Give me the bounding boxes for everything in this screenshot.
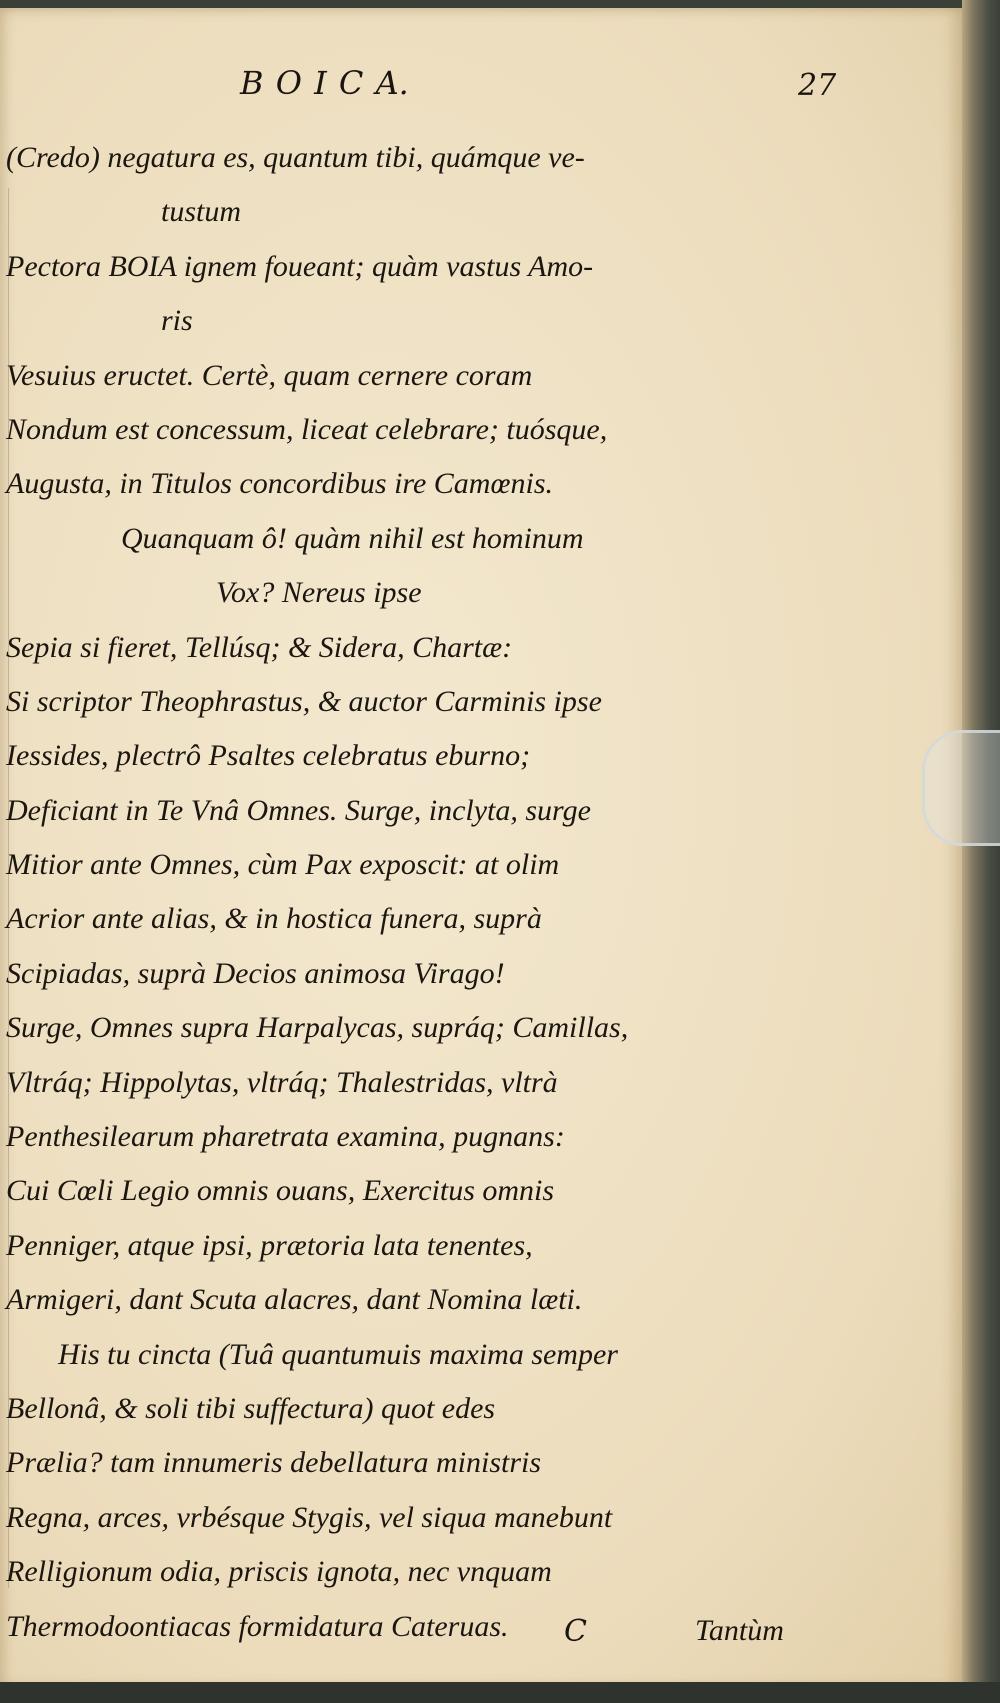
book-page	[0, 8, 964, 1688]
verse-line: (Credo) negatura es, quantum tibi, quámque ve-	[6, 141, 585, 174]
verse-line: Quanquam ô! quàm nihil est hominum	[121, 521, 584, 555]
verse-line: Sepia si fieret, Tellúsq; & Sidera, Chartæ:	[6, 630, 513, 664]
verse-line: Vltráq; Hippolytas, vltráq; Thalestridas, vltrà	[6, 1065, 558, 1099]
book-edge	[0, 1682, 1000, 1703]
page-number: 27	[798, 68, 837, 103]
verse-line: Deficiant in Te Vnâ Omnes. Surge, inclyta, surge	[6, 793, 591, 827]
verse-line: Augusta, in Titulos concordibus ire Camœnis.	[6, 467, 553, 501]
verse-line: Cui Cœli Legio omnis ouans, Exercitus omnis	[6, 1174, 555, 1208]
catchword: Tantùm	[695, 1614, 784, 1647]
verse-line: Bellonâ, & soli tibi suffectura) quot edes	[6, 1391, 496, 1425]
verse-text	[6, 131, 856, 1654]
verse-line: Thermodoontiacas formidatura Cateruas.	[6, 1609, 509, 1643]
verse-line: tustum	[161, 195, 242, 229]
verse-line: Scipiadas, suprà Decios animosa Virago!	[6, 956, 505, 990]
verse-line: Vesuius eructet. Certè, quam cernere coram	[6, 358, 533, 392]
verse-line: Vox? Nereus ipse	[216, 576, 422, 610]
verse-line: Prælia? tam innumeris debellatura ministris	[6, 1446, 542, 1480]
verse-line: Acrior ante alias, & in hostica funera, suprà	[6, 902, 542, 936]
verse-line: His tu cincta (Tuâ quantumuis maxima semper	[58, 1337, 618, 1371]
verse-line: Penniger, atque ipsi, prætoria lata tenentes,	[6, 1228, 533, 1262]
book-gutter	[962, 0, 1000, 1703]
verse-line: Surge, Omnes supra Harpalycas, supráq; Camillas,	[6, 1011, 629, 1045]
verse-line: Si scriptor Theophrastus, & auctor Carminis ipse	[6, 684, 602, 718]
signature-mark: C	[564, 1614, 587, 1649]
verse-line: Penthesilearum pharetrata examina, pugnans:	[6, 1120, 565, 1154]
page-footer	[0, 1614, 962, 1664]
verse-line: Nondum est concessum, liceat celebrare; tuósque,	[6, 412, 608, 446]
page-header	[0, 64, 962, 114]
running-head: B O I C A.	[240, 64, 409, 102]
verse-line: ris	[161, 304, 193, 338]
verse-line: Relligionum odia, priscis ignota, nec vnquam	[6, 1555, 552, 1589]
verse-line: Regna, arces, vrbésque Stygis, vel siqua manebunt	[6, 1500, 613, 1534]
verse-line: Armigeri, dant Scuta alacres, dant Nomina læti.	[6, 1283, 583, 1317]
verse-line: Mitior ante Omnes, cùm Pax exposcit: at olim	[6, 848, 560, 882]
page-clip	[922, 730, 1000, 846]
verse-line: Pectora BOIA ignem foueant; quàm vastus Amo-	[6, 249, 594, 283]
verse-line: Iessides, plectrô Psaltes celebratus eburno;	[6, 739, 531, 773]
